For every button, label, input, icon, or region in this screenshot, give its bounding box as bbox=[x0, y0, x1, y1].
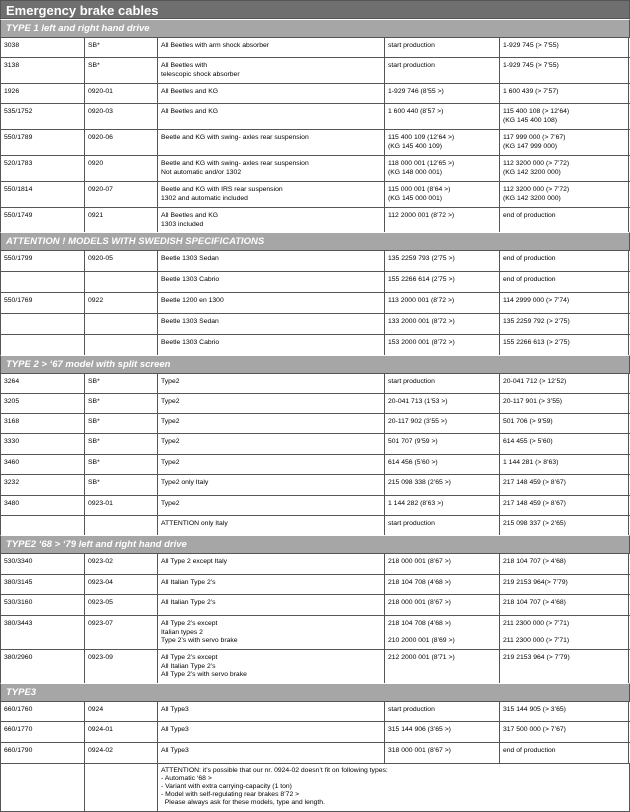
table-row bbox=[0, 701, 630, 721]
cell-to-chassis: 1-929 745 (> 7’55) bbox=[500, 58, 629, 83]
section-heading: ATTENTION ! MODELS WITH SWEDISH SPECIFICATIONS bbox=[0, 232, 630, 250]
cell-application: All Beetles with telescopic shock absorber bbox=[158, 58, 385, 83]
cell-from-chassis: 118 000 001 (12’65 >) (KG 148 000 001) bbox=[385, 156, 500, 181]
cell-application: All Italian Type 2’s bbox=[158, 575, 385, 594]
cell-ref: 550/1769 bbox=[1, 293, 85, 313]
cell-part-number: SB* bbox=[85, 58, 158, 83]
page-title: Emergency brake cables bbox=[0, 0, 630, 19]
cell-application: All Type 2’s except All Italian Type 2’s All Type 2’s with servo brake bbox=[158, 650, 385, 683]
cell-part-number: 0920-03 bbox=[85, 104, 158, 129]
cell-from-chassis: 614 456 (5’60 >) bbox=[385, 455, 500, 474]
cell-part-number: 0922 bbox=[85, 293, 158, 313]
cell-application: Type2 bbox=[158, 455, 385, 474]
section-heading: TYPE 1 left and right hand drive bbox=[0, 19, 630, 37]
cell-to-chassis: 218 104 707 (> 4’68) bbox=[500, 595, 629, 615]
cell-part-number: 0920-06 bbox=[85, 130, 158, 155]
cell-application: Beetle 1303 Cabrio bbox=[158, 272, 385, 292]
cell-application: All Type 2’s except Italian types 2 Type 2’s with servo brake bbox=[158, 616, 385, 649]
table-row bbox=[0, 742, 630, 763]
cell-part-number: 0921 bbox=[85, 208, 158, 232]
cell-ref: 660/1760 bbox=[1, 702, 85, 721]
table-row bbox=[0, 129, 630, 155]
cell-ref: 550/1814 bbox=[1, 182, 85, 207]
cell-application: Beetle 1303 Sedan bbox=[158, 251, 385, 271]
cell-part-number: SB* bbox=[85, 434, 158, 454]
cell-to-chassis: 1 600 439 (> 7’57) bbox=[500, 84, 629, 103]
cell-from-chassis: 1 144 282 (8’63 >) bbox=[385, 496, 500, 515]
cell-part-number: 0924-01 bbox=[85, 722, 158, 742]
cell-application: ATTENTION only Italy bbox=[158, 516, 385, 535]
cell-part-number: 0920-05 bbox=[85, 251, 158, 271]
table-row bbox=[0, 313, 630, 334]
cell-from-chassis: start production bbox=[385, 58, 500, 83]
cell-from-chassis: 215 098 338 (2’65 >) bbox=[385, 475, 500, 495]
cell-empty bbox=[85, 764, 158, 811]
table-row bbox=[0, 413, 630, 433]
cell-application: All Beetles and KG 1303 included bbox=[158, 208, 385, 232]
cell-to-chassis: 1-929 745 (> 7’55) bbox=[500, 38, 629, 57]
cell-part-number bbox=[85, 272, 158, 292]
cell-part-number: SB* bbox=[85, 374, 158, 393]
cell-ref: 1926 bbox=[1, 84, 85, 103]
cell-application: Beetle 1303 Sedan bbox=[158, 314, 385, 334]
table-row bbox=[0, 649, 630, 683]
cell-from-chassis: 133 2000 001 (8’72 >) bbox=[385, 314, 500, 334]
cell-from-chassis: 1-929 746 (8’55 >) bbox=[385, 84, 500, 103]
cell-from-chassis: 115 400 109 (12’64 >) (KG 145 400 109) bbox=[385, 130, 500, 155]
table-row bbox=[0, 155, 630, 181]
cell-to-chassis: end of production bbox=[500, 251, 629, 271]
cell-from-chassis: 218 000 001 (8’67 >) bbox=[385, 595, 500, 615]
table-row bbox=[0, 574, 630, 594]
cell-ref: 3205 bbox=[1, 394, 85, 413]
cell-from-chassis: start production bbox=[385, 702, 500, 721]
table-row bbox=[0, 37, 630, 57]
cell-to-chassis: 112 3200 000 (> 7’72) (KG 142 3200 000) bbox=[500, 182, 629, 207]
cell-to-chassis: 1 144 281 (> 8’63) bbox=[500, 455, 629, 474]
cell-part-number: 0923-01 bbox=[85, 496, 158, 515]
cell-ref bbox=[1, 272, 85, 292]
table-row bbox=[0, 594, 630, 615]
cell-to-chassis: 135 2259 792 (> 2’75) bbox=[500, 314, 629, 334]
cell-ref: 660/1770 bbox=[1, 722, 85, 742]
cell-part-number bbox=[85, 516, 158, 535]
cell-to-chassis: end of production bbox=[500, 208, 629, 232]
table-row bbox=[0, 334, 630, 355]
cell-application: Beetle 1303 Cabrio bbox=[158, 335, 385, 355]
cell-application: Beetle and KG with swing- axles rear suspension bbox=[158, 130, 385, 155]
table-row bbox=[0, 57, 630, 83]
cell-application: All Italian Type 2’s bbox=[158, 595, 385, 615]
cell-ref: 550/1799 bbox=[1, 251, 85, 271]
cell-from-chassis: 20-041 713 (1’53 >) bbox=[385, 394, 500, 413]
cell-application: All Type3 bbox=[158, 702, 385, 721]
cell-to-chassis: 155 2266 613 (> 2’75) bbox=[500, 335, 629, 355]
cell-ref: 530/3160 bbox=[1, 595, 85, 615]
cell-application: Beetle 1200 en 1300 bbox=[158, 293, 385, 313]
cell-to-chassis: 217 148 459 (> 8’67) bbox=[500, 496, 629, 515]
cell-part-number bbox=[85, 335, 158, 355]
cell-from-chassis: 113 2000 001 (8’72 >) bbox=[385, 293, 500, 313]
cell-from-chassis: start production bbox=[385, 374, 500, 393]
cell-to-chassis: 211 2300 000 (> 7’71) 211 2300 000 (> 7’71) bbox=[500, 616, 629, 649]
cell-part-number: 0924 bbox=[85, 702, 158, 721]
cell-to-chassis: 117 999 000 (> 7’67) (KG 147 999 000) bbox=[500, 130, 629, 155]
cell-part-number: 0923-07 bbox=[85, 616, 158, 649]
cell-part-number bbox=[85, 314, 158, 334]
cell-application: Type2 only Italy bbox=[158, 475, 385, 495]
cell-empty bbox=[1, 764, 85, 811]
cell-part-number: 0923-05 bbox=[85, 595, 158, 615]
cell-from-chassis: 218 104 708 (4’68 >) 210 2000 001 (8’69 >) bbox=[385, 616, 500, 649]
cell-ref: 660/1790 bbox=[1, 743, 85, 763]
cell-part-number: 0923-02 bbox=[85, 554, 158, 574]
cell-ref: 3460 bbox=[1, 455, 85, 474]
cell-ref: 550/1749 bbox=[1, 208, 85, 232]
cell-from-chassis: 218 000 001 (8’67 >) bbox=[385, 554, 500, 574]
section-heading: TYPE2 ‘68 > ‘79 left and right hand drive bbox=[0, 535, 630, 553]
cell-to-chassis: 317 500 000 (> 7’67) bbox=[500, 722, 629, 742]
table-row bbox=[0, 495, 630, 515]
table-row bbox=[0, 250, 630, 271]
cell-from-chassis: 112 2000 001 (8’72 >) bbox=[385, 208, 500, 232]
cell-to-chassis: 219 2153 964 (> 7’79) bbox=[500, 650, 629, 683]
cell-to-chassis: 20-041 712 (> 12’52) bbox=[500, 374, 629, 393]
table-row bbox=[0, 515, 630, 535]
cell-from-chassis: 212 2000 001 (8’71 >) bbox=[385, 650, 500, 683]
cell-ref: 550/1789 bbox=[1, 130, 85, 155]
cell-part-number: 0923-04 bbox=[85, 575, 158, 594]
table-row bbox=[0, 553, 630, 574]
cell-to-chassis: end of production bbox=[500, 743, 629, 763]
cell-to-chassis: 217 148 459 (> 8’67) bbox=[500, 475, 629, 495]
cell-application: All Beetles with arm shock absorber bbox=[158, 38, 385, 57]
cell-from-chassis: 20-117 902 (3’55 >) bbox=[385, 414, 500, 433]
table-row bbox=[0, 103, 630, 129]
cell-to-chassis: 614 455 (> 5’60) bbox=[500, 434, 629, 454]
cell-to-chassis: 501 706 (> 9’59) bbox=[500, 414, 629, 433]
section-heading: TYPE 2 > ‘67 model with split screen bbox=[0, 355, 630, 373]
cell-ref: 535/1752 bbox=[1, 104, 85, 129]
cell-from-chassis: 155 2266 614 (2’75 >) bbox=[385, 272, 500, 292]
cell-to-chassis: 20-117 901 (> 3’55) bbox=[500, 394, 629, 413]
cell-part-number: 0923-09 bbox=[85, 650, 158, 683]
cell-from-chassis: 1 600 440 (8’57 >) bbox=[385, 104, 500, 129]
cell-ref: 3038 bbox=[1, 38, 85, 57]
cell-to-chassis: 315 144 905 (> 3’65) bbox=[500, 702, 629, 721]
cell-part-number: SB* bbox=[85, 455, 158, 474]
cell-part-number: 0924-02 bbox=[85, 743, 158, 763]
cell-part-number: 0920-01 bbox=[85, 84, 158, 103]
cell-from-chassis: 315 144 906 (3’65 >) bbox=[385, 722, 500, 742]
cell-part-number: SB* bbox=[85, 475, 158, 495]
cell-to-chassis: 114 2999 000 (> 7’74) bbox=[500, 293, 629, 313]
table-row bbox=[0, 721, 630, 742]
attention-note: ATTENTION: it’s possible that our nr. 0924-02 doesn’t fit on following types: - Automatic ‘68 > - Variant with extra carrying-capacity (1 ton) - Model with self-regulating rear brakes 8’72 > Please always ask for these models, type and length. bbox=[158, 764, 630, 811]
table-row bbox=[0, 474, 630, 495]
cell-from-chassis: 501 707 (9’59 >) bbox=[385, 434, 500, 454]
cell-ref: 380/2960 bbox=[1, 650, 85, 683]
cell-ref: 520/1783 bbox=[1, 156, 85, 181]
section-heading: TYPE3 bbox=[0, 683, 630, 701]
table-row bbox=[0, 454, 630, 474]
cell-ref: 3330 bbox=[1, 434, 85, 454]
cell-to-chassis: 115 400 108 (> 12’64) (KG 145 400 108) bbox=[500, 104, 629, 129]
cell-part-number: SB* bbox=[85, 414, 158, 433]
cell-to-chassis: 112 3200 000 (> 7’72) (KG 142 3200 000) bbox=[500, 156, 629, 181]
cell-ref bbox=[1, 314, 85, 334]
table-row bbox=[0, 181, 630, 207]
cell-from-chassis: 218 104 708 (4’68 >) bbox=[385, 575, 500, 594]
cell-ref: 3138 bbox=[1, 58, 85, 83]
cell-from-chassis: 153 2000 001 (8’72 >) bbox=[385, 335, 500, 355]
cell-part-number: SB* bbox=[85, 38, 158, 57]
cell-ref bbox=[1, 335, 85, 355]
cell-application: Type2 bbox=[158, 414, 385, 433]
cell-part-number: 0920 bbox=[85, 156, 158, 181]
cell-application: All Beetles and KG bbox=[158, 84, 385, 103]
cell-from-chassis: 318 000 001 (8’67 >) bbox=[385, 743, 500, 763]
cell-to-chassis: 218 104 707 (> 4’68) bbox=[500, 554, 629, 574]
attention-note-row bbox=[0, 763, 630, 812]
cell-application: All Type 2 except Italy bbox=[158, 554, 385, 574]
cell-part-number: SB* bbox=[85, 394, 158, 413]
cell-from-chassis: 135 2259 793 (2’75 >) bbox=[385, 251, 500, 271]
table-row bbox=[0, 615, 630, 649]
cell-from-chassis: 115 000 001 (8’64 >) (KG 145 000 001) bbox=[385, 182, 500, 207]
table-row bbox=[0, 292, 630, 313]
cell-ref: 380/3443 bbox=[1, 616, 85, 649]
table-row bbox=[0, 393, 630, 413]
cell-application: Type2 bbox=[158, 394, 385, 413]
cell-ref: 3264 bbox=[1, 374, 85, 393]
cell-ref: 3232 bbox=[1, 475, 85, 495]
cell-to-chassis: 219 2153 964(> 7’79) bbox=[500, 575, 629, 594]
cell-ref: 3168 bbox=[1, 414, 85, 433]
table-row bbox=[0, 271, 630, 292]
table-row bbox=[0, 433, 630, 454]
cell-ref: 380/3145 bbox=[1, 575, 85, 594]
cell-application: Type2 bbox=[158, 374, 385, 393]
cell-to-chassis: 215 098 337 (> 2’65) bbox=[500, 516, 629, 535]
cell-from-chassis: start production bbox=[385, 516, 500, 535]
cell-ref: 530/3340 bbox=[1, 554, 85, 574]
cell-to-chassis: end of production bbox=[500, 272, 629, 292]
table-row bbox=[0, 207, 630, 232]
cell-application: Beetle and KG with swing- axles rear suspension Not automatic and/or 1302 bbox=[158, 156, 385, 181]
cell-application: Beetle and KG with IRS rear suspension 1302 and automatic included bbox=[158, 182, 385, 207]
cell-application: Type2 bbox=[158, 496, 385, 515]
cell-ref bbox=[1, 516, 85, 535]
table-row bbox=[0, 83, 630, 103]
cell-application: All Type3 bbox=[158, 722, 385, 742]
cell-part-number: 0920-07 bbox=[85, 182, 158, 207]
cell-application: Type2 bbox=[158, 434, 385, 454]
cell-application: All Type3 bbox=[158, 743, 385, 763]
table-row bbox=[0, 373, 630, 393]
cell-ref: 3480 bbox=[1, 496, 85, 515]
cell-from-chassis: start production bbox=[385, 38, 500, 57]
cell-application: All Beetles and KG bbox=[158, 104, 385, 129]
